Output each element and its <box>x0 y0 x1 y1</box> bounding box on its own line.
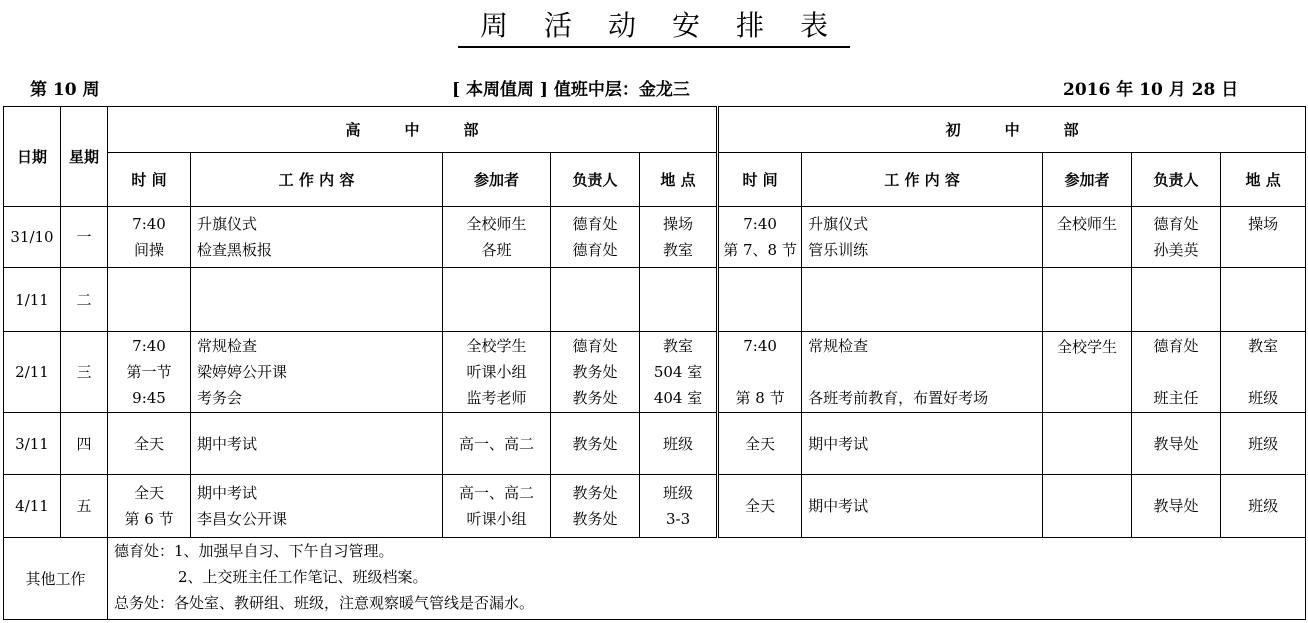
junior-content-cell: 期中考试 <box>802 475 1043 538</box>
header-senior-location: 地 点 <box>640 153 718 207</box>
senior-participants-cell: 高一、高二 <box>443 413 551 475</box>
senior-location-cell: 班级 3-3 <box>640 475 718 538</box>
row-weekday: 一 <box>61 207 108 268</box>
senior-owner-cell: 教务处 教务处 <box>551 475 640 538</box>
junior-owner-cell: 德育处 孙美英 <box>1132 207 1221 268</box>
junior-owner-cell: 德育处 班主任 <box>1132 332 1221 413</box>
junior-participants-cell <box>1043 475 1132 538</box>
junior-owner-cell <box>1132 268 1221 332</box>
junior-location-cell: 操场 <box>1221 207 1306 268</box>
senior-location-cell: 教室 504 室 404 室 <box>640 332 718 413</box>
junior-content-cell <box>802 268 1043 332</box>
senior-content-cell <box>191 268 443 332</box>
senior-location-cell: 操场 教室 <box>640 207 718 268</box>
row-date: 2/11 <box>4 332 61 413</box>
senior-participants-cell <box>443 268 551 332</box>
other-work-row <box>4 538 1306 620</box>
schedule-table <box>3 106 1306 620</box>
junior-participants-cell <box>1043 413 1132 475</box>
senior-time-cell: 7:40 第一节 9:45 <box>108 332 191 413</box>
table-row <box>4 332 1306 413</box>
document-date: 2016 年 10 月 28 日 <box>1063 80 1239 100</box>
row-weekday: 三 <box>61 332 108 413</box>
junior-location-cell: 教室 班级 <box>1221 332 1306 413</box>
header-junior-participants: 参加者 <box>1043 153 1132 207</box>
header-junior-content: 工 作 内 容 <box>802 153 1043 207</box>
junior-content-cell: 升旗仪式 管乐训练 <box>802 207 1043 268</box>
junior-participants-cell <box>1043 268 1132 332</box>
senior-participants-cell: 高一、高二 听课小组 <box>443 475 551 538</box>
junior-time-cell: 7:40 第 8 节 <box>718 332 802 413</box>
junior-participants-cell: 全校师生 <box>1043 207 1132 268</box>
other-work-label: 其他工作 <box>4 538 108 620</box>
senior-participants-cell: 全校师生 各班 <box>443 207 551 268</box>
header-senior-participants: 参加者 <box>443 153 551 207</box>
senior-owner-cell: 教务处 <box>551 413 640 475</box>
junior-owner-cell: 教导处 <box>1132 413 1221 475</box>
junior-time-cell: 全天 <box>718 475 802 538</box>
senior-location-cell: 班级 <box>640 413 718 475</box>
senior-owner-cell: 德育处 教务处 教务处 <box>551 332 640 413</box>
senior-location-cell <box>640 268 718 332</box>
header-senior-owner: 负责人 <box>551 153 640 207</box>
page-title <box>0 4 1308 48</box>
week-number: 第 10 周 <box>30 80 100 100</box>
senior-owner-cell <box>551 268 640 332</box>
junior-location-cell: 班级 <box>1221 475 1306 538</box>
header-senior-time: 时 间 <box>108 153 191 207</box>
other-work-line: 德育处：1、加强早自习、下午自习管理。 <box>114 542 394 560</box>
junior-location-cell <box>1221 268 1306 332</box>
table-row <box>4 268 1306 332</box>
other-work-content <box>108 538 1306 620</box>
senior-content-cell: 期中考试 李昌女公开课 <box>191 475 443 538</box>
senior-participants-cell: 全校学生 听课小组 监考老师 <box>443 332 551 413</box>
header-junior-owner: 负责人 <box>1132 153 1221 207</box>
row-weekday: 二 <box>61 268 108 332</box>
junior-participants-cell: 全校学生 <box>1043 332 1132 413</box>
junior-content-cell: 期中考试 <box>802 413 1043 475</box>
row-weekday: 五 <box>61 475 108 538</box>
header-junior-location: 地 点 <box>1221 153 1306 207</box>
duty-officer: [ 本周值周 ] 值班中层：金龙三 <box>452 80 690 100</box>
other-work-line: 总务处：各处室、教研组、班级，注意观察暖气管线是否漏水。 <box>114 594 535 612</box>
row-date: 1/11 <box>4 268 61 332</box>
table-row <box>4 475 1306 538</box>
senior-time-cell: 全天 <box>108 413 191 475</box>
header-senior-content: 工 作 内 容 <box>191 153 443 207</box>
header-senior-section: 高 中 部 <box>108 107 718 153</box>
junior-location-cell: 班级 <box>1221 413 1306 475</box>
header-row-columns <box>4 153 1306 207</box>
other-work-line: 2、上交班主任工作笔记、班级档案。 <box>178 568 428 586</box>
senior-owner-cell: 德育处 德育处 <box>551 207 640 268</box>
senior-time-cell: 7:40 间操 <box>108 207 191 268</box>
senior-time-cell: 全天 第 6 节 <box>108 475 191 538</box>
header-weekday: 星期 <box>61 107 108 207</box>
table-row <box>4 207 1306 268</box>
title-text: 周 活 动 安 排 表 <box>458 4 850 48</box>
row-date: 4/11 <box>4 475 61 538</box>
junior-content-cell: 常规检查 各班考前教育，布置好考场 <box>802 332 1043 413</box>
senior-content-cell: 升旗仪式 检查黑板报 <box>191 207 443 268</box>
junior-time-cell <box>718 268 802 332</box>
senior-content-cell: 期中考试 <box>191 413 443 475</box>
junior-time-cell: 7:40 第 7、8 节 <box>718 207 802 268</box>
junior-time-cell: 全天 <box>718 413 802 475</box>
row-date: 3/11 <box>4 413 61 475</box>
senior-content-cell: 常规检查 梁婷婷公开课 考务会 <box>191 332 443 413</box>
table-row <box>4 413 1306 475</box>
row-date: 31/10 <box>4 207 61 268</box>
header-date: 日期 <box>4 107 61 207</box>
header-junior-time: 时 间 <box>718 153 802 207</box>
header-row-section <box>4 107 1306 153</box>
junior-owner-cell: 教导处 <box>1132 475 1221 538</box>
senior-time-cell <box>108 268 191 332</box>
header-junior-section: 初 中 部 <box>718 107 1306 153</box>
row-weekday: 四 <box>61 413 108 475</box>
